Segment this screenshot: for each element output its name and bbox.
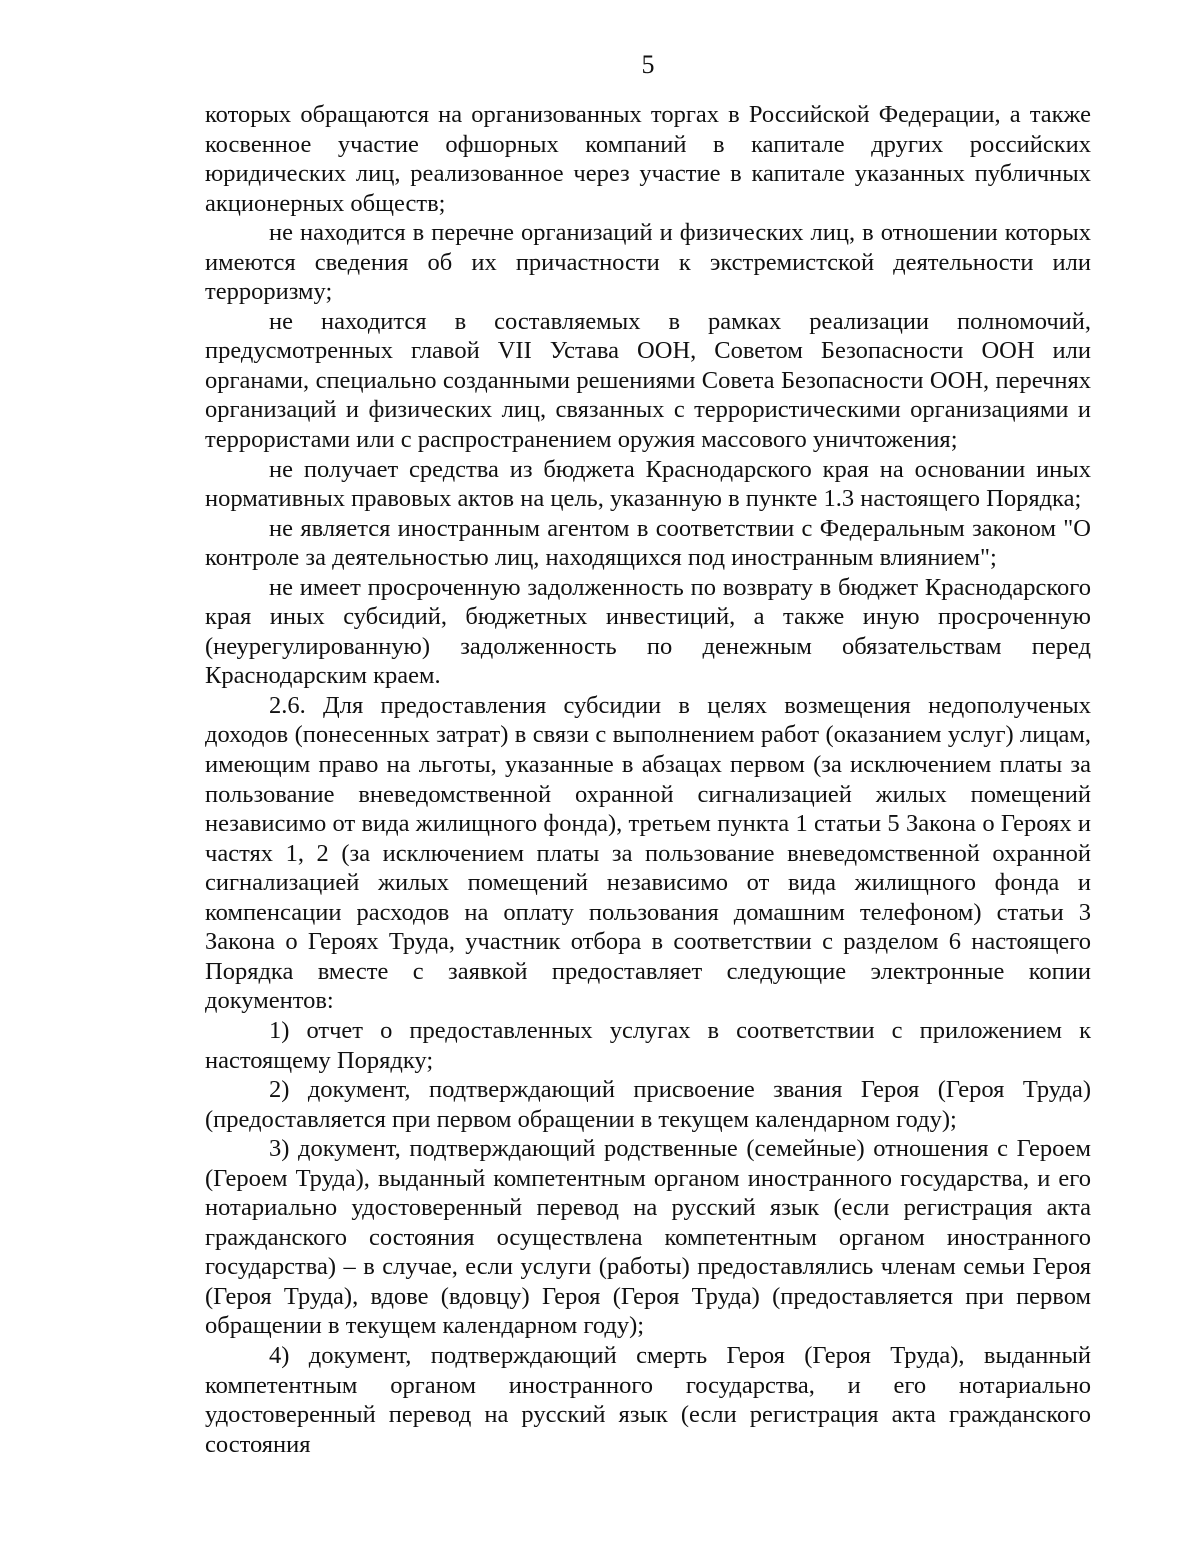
page-number: 5 bbox=[641, 50, 655, 79]
list-item-1: 1) отчет о предоставленных услугах в соответствии с приложением к настоящему Порядку; bbox=[205, 1016, 1091, 1074]
paragraph-un-lists: не находится в составляемых в рамках реализации полномочий, предусмотренных главой VII Устава ООН, Советом Безопасности ООН или органами, специально созданными решениями Совета Безопасности ООН, перечнях организаций и физических лиц, связанных с террористическими организациями и террористами или с распространением оружия массового уничтожения; bbox=[205, 307, 1091, 454]
paragraph-extremism-list: не находится в перечне организаций и физических лиц, в отношении которых имеются сведения об их причастности к экстремистской деятельности или терроризму; bbox=[205, 219, 1091, 306]
document-body bbox=[205, 100, 1091, 1459]
list-item-2: 2) документ, подтверждающий присвоение звания Героя (Героя Труда) (предоставляется при первом обращении в текущем календарном году); bbox=[205, 1076, 1091, 1133]
paragraph-budget-funds: не получает средства из бюджета Краснодарского края на основании иных нормативных правовых актов на цель, указанную в пункте 1.3 настоящего Порядка; bbox=[205, 455, 1091, 513]
list-item-4: 4) документ, подтверждающий смерть Героя (Героя Труда), выданный компетентным органом иностранного государства, и его нотариально удостоверенный перевод на русский язык (если регистрация акта гражданского состояния bbox=[205, 1341, 1091, 1458]
list-item-3: 3) документ, подтверждающий родственные (семейные) отношения с Героем (Героем Труда), выданный компетентным органом иностранного государства, и его нотариально удостоверенный перевод на русский язык (если регистрация акта гражданского состояния осуществлена компетентным органом иностранного государства) – в случае, если услуги (работы) предоставлялись членам семьи Героя (Героя Труда), вдове (вдовцу) Героя (Героя Труда) (предоставляется при первом обращении в текущем календарном году); bbox=[205, 1135, 1091, 1340]
paragraph-overdue-debt: не имеет просроченную задолженность по возврату в бюджет Краснодарского края иных субсидий, бюджетных инвестиций, а также иную просроченную (неурегулированную) задолженность по денежным обязательствам перед Краснодарским краем. bbox=[205, 573, 1091, 690]
paragraph-section-2-6: 2.6. Для предоставления субсидии в целях возмещения недополученых доходов (понесенных затрат) в связи с выполнением работ (оказанием услуг) лицам, имеющим право на льготы, указанные в абзацах первом (за исключением платы за пользование вневедомственной охранной сигнализацией жилых помещений независимо от вида жилищного фонда), третьем пункта 1 статьи 5 Закона о Героях и частях 1, 2 (за исключением платы за пользование вневедомственной охранной сигнализацией жилых помещений независимо от вида жилищного фонда и компенсации расходов на оплату пользования домашним телефоном) статьи 3 Закона о Героях Труда, участник отбора в соответствии с разделом 6 настоящего Порядка вместе с заявкой предоставляет следующие электронные копии документов: bbox=[205, 691, 1091, 1015]
paragraph-continuation: которых обращаются на организованных торгах в Российской Федерации, а также косвенное участие офшорных компаний в капитале других российских юридических лиц, реализованное через участие в капитале указанных публичных акционерных обществ; bbox=[205, 101, 1091, 217]
paragraph-foreign-agent: не является иностранным агентом в соответствии с Федеральным законом "О контроле за деятельностью лиц, находящихся под иностранным влиянием"; bbox=[205, 514, 1091, 572]
